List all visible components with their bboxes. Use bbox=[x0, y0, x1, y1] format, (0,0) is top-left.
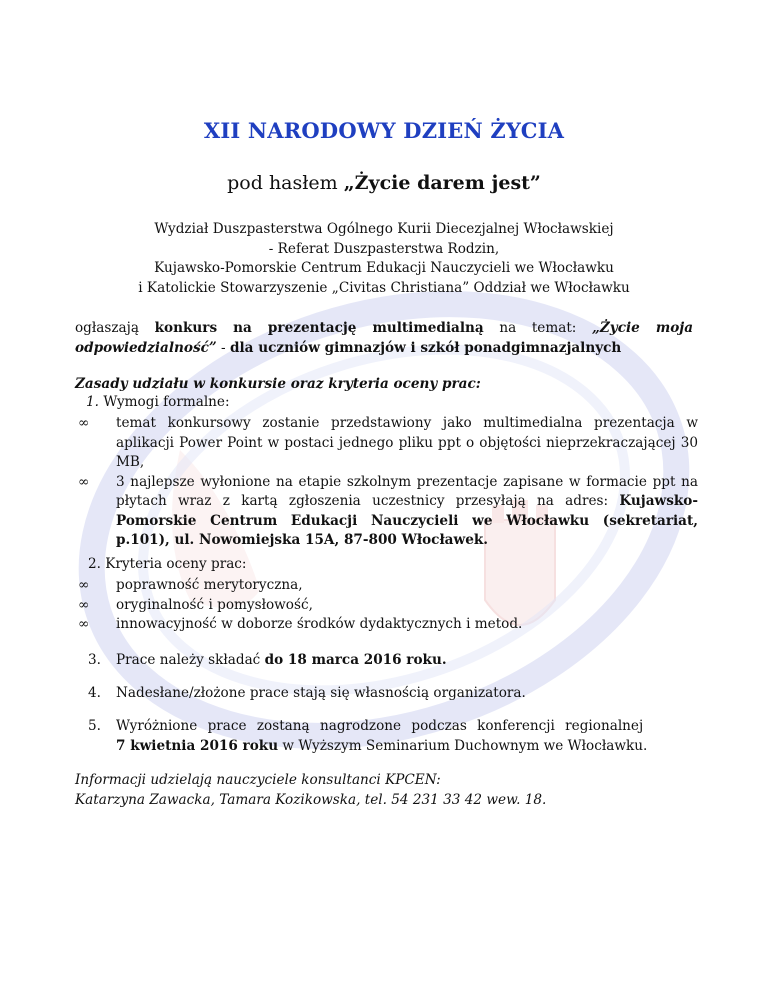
organizer-line: i Katolickie Stowarzyszenie „Civitas Christiana” Oddział we Włocławku bbox=[138, 279, 630, 296]
rule-item-3: 3. Prace należy składać do 18 marca 2016 roku. bbox=[88, 652, 447, 668]
announce-dash: - bbox=[216, 340, 230, 356]
deadline: do 18 marca 2016 roku. bbox=[264, 652, 447, 668]
page-title: XII NARODOWY DZIEŃ ŻYCIA bbox=[203, 118, 565, 143]
rule-item-5: 5. Wyróżnione prace zostaną nagrodzone podczas konferencji regionalnej 7 kwietnia 2016 roku w Wyższym Seminarium Duchownym we Włocławku. bbox=[88, 718, 648, 754]
contest-topic: „Życie moja odpowiedzialność” bbox=[75, 320, 694, 356]
formal-label: Wymogi formalne: bbox=[103, 394, 230, 410]
organizer-line: - Referat Duszpasterstwa Rodzin, bbox=[268, 240, 500, 257]
infinity-bullet-icon: ∞ bbox=[78, 415, 90, 431]
formal-heading bbox=[86, 394, 230, 410]
motto: „Życie darem jest” bbox=[343, 172, 541, 194]
announcement bbox=[75, 318, 693, 358]
contest-name: konkurs na prezentację multimedialną bbox=[154, 320, 484, 336]
announce-prefix: ogłaszają bbox=[75, 320, 139, 336]
conference-date: 7 kwietnia 2016 roku bbox=[116, 737, 279, 754]
criteria-heading: 2. Kryteria oceny prac: bbox=[88, 556, 247, 572]
subtitle-prefix: pod hasłem bbox=[227, 172, 344, 194]
rule-item-4: 4. Nadesłane/złożone prace stają się własnością organizatora. bbox=[88, 685, 526, 701]
list-item: ∞ poprawność merytoryczna, bbox=[78, 576, 698, 596]
formal-number: 1. bbox=[86, 394, 99, 410]
list-item: ∞ innowacyjność w doborze środków dydaktycznych i metod. bbox=[78, 615, 698, 635]
rules-title: Zasady udziału w konkursie oraz kryteria oceny prac: bbox=[75, 376, 481, 392]
list-item: ∞ 3 najlepsze wyłonione na etapie szkolnym prezentacje zapisane w formacie ppt na płytach wraz z kartą zgłoszenia uczestnicy przesyłają na adres: Kujawsko-Pomorskie Centrum Edukacji Nauczycieli we Włocławku (sekretariat, p.101), ul. Nowomiejska 15A, 87-800 Włocławek. bbox=[78, 473, 698, 548]
formal-requirements-list bbox=[78, 414, 698, 551]
organizer-line: Wydział Duszpasterstwa Ogólnego Kurii Diecezjalnej Włocławskiej bbox=[154, 221, 614, 237]
contact-info bbox=[75, 770, 695, 810]
list-item: ∞ temat konkursowy zostanie przedstawiony jako multimedialna prezentacja w aplikacji Power Point w postaci jednego pliku ppt o objętości nieprzekraczającej 30 MB, bbox=[78, 415, 698, 470]
infinity-bullet-icon: ∞ bbox=[78, 577, 90, 593]
subtitle bbox=[0, 172, 768, 194]
contact-line: Katarzyna Zawacka, Tamara Kozikowska, tel. 54 231 33 42 wew. 18. bbox=[75, 792, 547, 808]
contact-line: Informacji udzielają nauczyciele konsultanci KPCEN: bbox=[75, 772, 441, 788]
criteria-list bbox=[78, 576, 698, 635]
infinity-bullet-icon: ∞ bbox=[78, 616, 90, 632]
infinity-bullet-icon: ∞ bbox=[78, 473, 90, 490]
infinity-bullet-icon: ∞ bbox=[78, 596, 90, 613]
announce-middle: na temat: bbox=[483, 320, 593, 336]
contest-audience: dla uczniów gimnazjów i szkół ponadgimnazjalnych bbox=[229, 340, 622, 356]
organizer-line: Kujawsko-Pomorskie Centrum Edukacji Nauczycieli we Włocławku bbox=[154, 260, 614, 276]
list-item: ∞ oryginalność i pomysłowość, bbox=[78, 596, 698, 616]
submission-address: Kujawsko-Pomorskie Centrum Edukacji Nauczycieli we Włocławku (sekretariat, p.101), ul. Nowomiejska 15A, 87-800 Włocławek. bbox=[116, 493, 698, 548]
organizers-block bbox=[0, 220, 768, 298]
